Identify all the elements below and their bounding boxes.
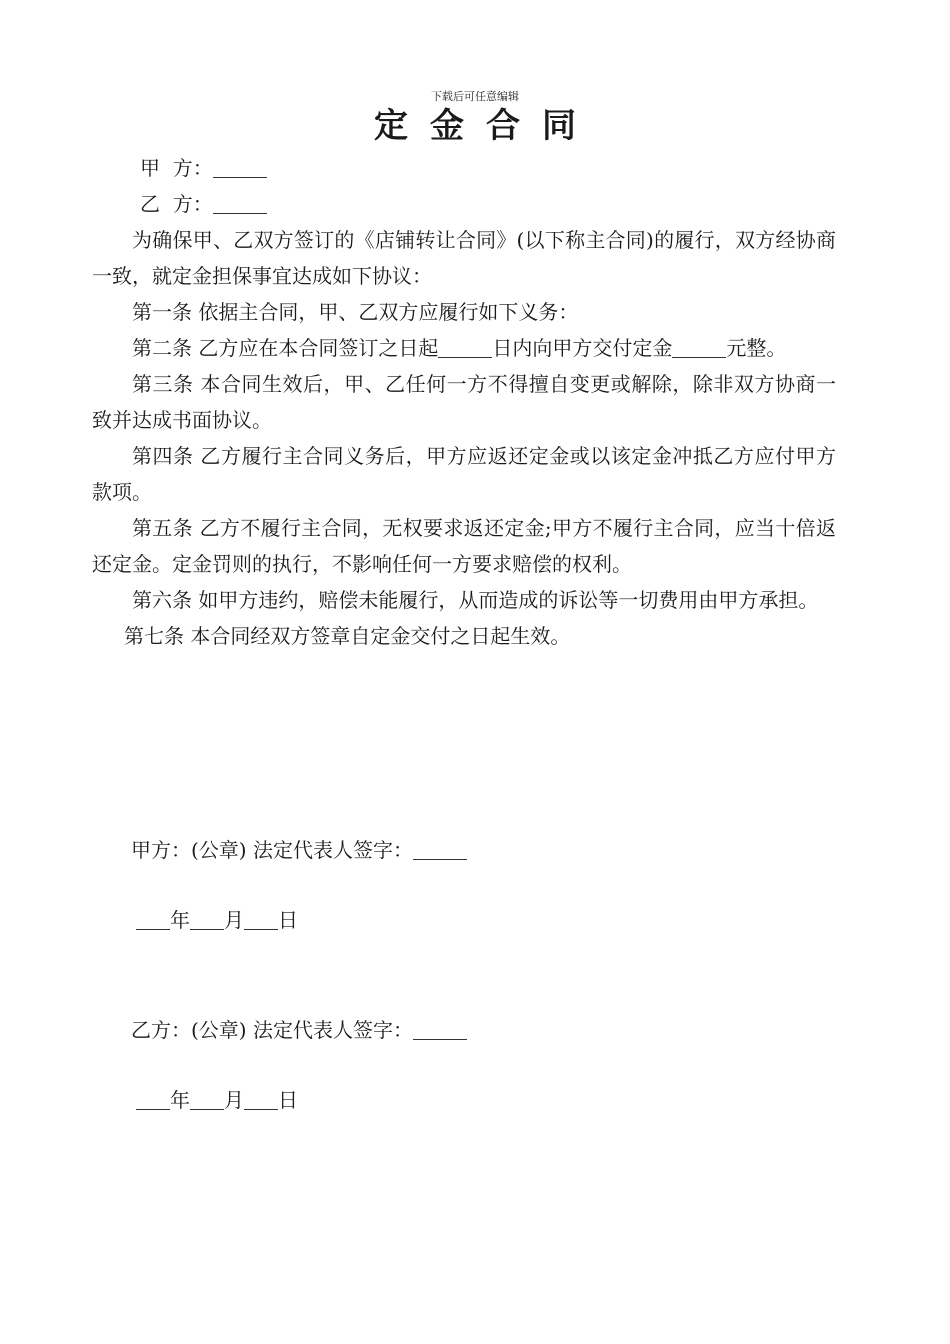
day-label-b: 日 (278, 1088, 298, 1112)
year-label-a: 年 (170, 908, 190, 932)
party-a-label: 甲 方： (140, 156, 213, 180)
party-b-line (92, 186, 836, 222)
article-6: 第六条 如甲方违约，赔偿未能履行，从而造成的诉讼等一切费用由甲方承担。 (132, 588, 819, 612)
month-blank-a (190, 909, 224, 930)
year-blank-a (136, 909, 170, 930)
month-label-b: 月 (224, 1088, 244, 1112)
article-2-part2: 日内向甲方交付定金 (492, 336, 673, 360)
document-title: 定金合同 (374, 106, 598, 146)
article-2-part3: 元整。 (726, 336, 787, 360)
article-5: 第五条 乙方不履行主合同，无权要求返还定金;甲方不履行主合同，应当十倍返还定金。定金罚则的执行，不影响任何一方要求赔偿的权利。 (92, 516, 836, 576)
signature-party-b (131, 1012, 467, 1048)
signature-b-blank (413, 1019, 467, 1040)
signature-party-a (131, 832, 467, 868)
day-blank-b (244, 1089, 278, 1110)
month-blank-b (190, 1089, 224, 1110)
article-7: 第七条 本合同经双方签章自定金交付之日起生效。 (124, 624, 571, 648)
intro-paragraph: 为确保甲、乙双方签订的《店铺转让合同》(以下称主合同)的履行，双方经协商一致，就定金担保事宜达成如下协议： (92, 228, 836, 288)
party-a-blank (213, 157, 267, 178)
header-note: 下载后可任意编辑 (431, 90, 519, 103)
year-label-b: 年 (170, 1088, 190, 1112)
article-2 (92, 330, 836, 366)
date-line-a (136, 902, 298, 938)
party-a-line (92, 150, 836, 186)
date-line-b (136, 1082, 298, 1118)
party-b-blank (213, 193, 267, 214)
month-label-a: 月 (224, 908, 244, 932)
signature-b-label: 乙方：(公章) 法定代表人签字： (131, 1018, 413, 1042)
year-blank-b (136, 1089, 170, 1110)
signature-a-blank (413, 839, 467, 860)
signature-a-label: 甲方：(公章) 法定代表人签字： (131, 838, 413, 862)
article-4: 第四条 乙方履行主合同义务后，甲方应返还定金或以该定金冲抵乙方应付甲方款项。 (92, 444, 836, 504)
day-label-a: 日 (278, 908, 298, 932)
contract-body (92, 150, 836, 654)
days-blank (438, 337, 492, 358)
article-3: 第三条 本合同生效后，甲、乙任何一方不得擅自变更或解除，除非双方协商一致并达成书面协议。 (92, 372, 836, 432)
day-blank-a (244, 909, 278, 930)
article-2-part1: 第二条 乙方应在本合同签订之日起 (132, 336, 439, 360)
party-b-label: 乙 方： (140, 192, 213, 216)
article-1: 第一条 依据主合同，甲、乙双方应履行如下义务： (132, 300, 579, 324)
deposit-amount-blank (672, 337, 726, 358)
